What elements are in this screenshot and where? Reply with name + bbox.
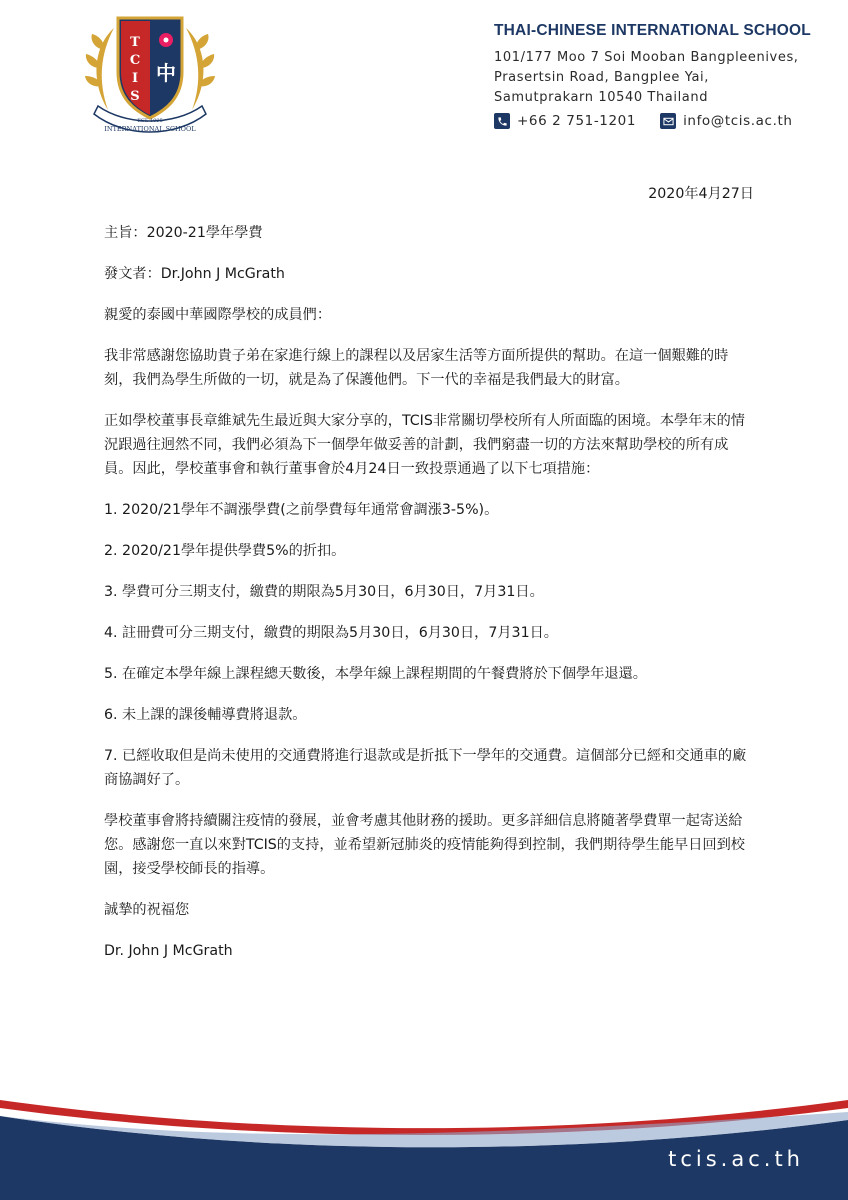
svg-text:S: S	[130, 89, 140, 104]
letter-subject: 主旨：2020-21學年學費	[104, 225, 263, 241]
letter-body	[104, 182, 754, 980]
measure-item: 7. 已經收取但是尚未使用的交通費將進行退款或是折抵下一學年的交通費。這個部分已經和交通車的廠商協調好了。	[104, 748, 747, 788]
letter-salutation: 親愛的泰國中華國際學校的成員們：	[104, 307, 332, 323]
address-line-3: Samutprakarn 10540 Thailand	[494, 90, 709, 105]
school-name: THAI-CHINESE INTERNATIONAL SCHOOL	[494, 22, 811, 39]
letter-closing: 誠摯的祝福您	[104, 902, 190, 918]
svg-text:中: 中	[156, 61, 176, 85]
measure-item: 1. 2020/21學年不調漲學費(之前學費每年通常會調漲3-5%)。	[104, 502, 499, 518]
letter-sender: 發文者：Dr.John J McGrath	[104, 266, 285, 282]
letter-signature: Dr. John J McGrath	[104, 943, 233, 959]
footer-website[interactable]: tcis.ac.th	[668, 1147, 804, 1171]
letter-date: 2020年4月27日	[648, 186, 754, 202]
svg-text:I: I	[131, 71, 139, 86]
svg-text:INTERNATIONAL SCHOOL: INTERNATIONAL SCHOOL	[104, 125, 196, 133]
mail-icon	[660, 113, 676, 129]
footer-swoosh	[0, 1080, 848, 1200]
address-line-1: 101/177 Moo 7 Soi Mooban Bangpleenives,	[494, 50, 799, 65]
svg-text:EST. 1995: EST. 1995	[137, 118, 163, 124]
contact-row	[494, 111, 793, 131]
svg-text:C: C	[129, 53, 141, 68]
measure-item: 6. 未上課的課後輔導費將退款。	[104, 707, 307, 723]
phone-icon	[494, 113, 510, 129]
phone-number[interactable]: +66 2 751-1201	[517, 113, 637, 129]
paragraph-3: 學校董事會將持續關注疫情的發展，並會考慮其他財務的援助。更多詳細信息將隨著學費單一起寄送給您。感謝您一直以來對TCIS的支持，並希望新冠肺炎的疫情能夠得到控制，我們期待學生能早日回到校園，接受學校師長的指導。	[104, 813, 745, 877]
measure-item: 2. 2020/21學年提供學費5%的折扣。	[104, 543, 346, 559]
svg-text:T: T	[130, 35, 140, 50]
school-crest-logo	[80, 10, 220, 140]
email-link[interactable]: info@tcis.ac.th	[683, 113, 793, 129]
measure-item: 4. 註冊費可分三期支付，繳費的期限為5月30日，6月30日，7月31日。	[104, 625, 558, 641]
paragraph-1: 我非常感謝您協助貴子弟在家進行線上的課程以及居家生活等方面所提供的幫助。在這一個艱難的時刻，我們為學生所做的一切，就是為了保護他們。下一代的幸福是我們最大的財富。	[104, 348, 729, 388]
measure-item: 5. 在確定本學年線上課程總天數後，本學年線上課程期間的午餐費將於下個學年退還。	[104, 666, 647, 682]
paragraph-2: 正如學校董事長章維斌先生最近與大家分享的，TCIS非常關切學校所有人所面臨的困境。本學年末的情況跟過往迥然不同，我們必須為下一個學年做妥善的計劃，我們窮盡一切的方法來幫助學校的所有成員。因此，學校董事會和執行董事會於4月24日一致投票通過了以下七項措施：	[104, 413, 745, 477]
measure-item: 3. 學費可分三期支付，繳費的期限為5月30日，6月30日，7月31日。	[104, 584, 544, 600]
address-line-2: Prasertsin Road, Bangplee Yai,	[494, 70, 710, 85]
